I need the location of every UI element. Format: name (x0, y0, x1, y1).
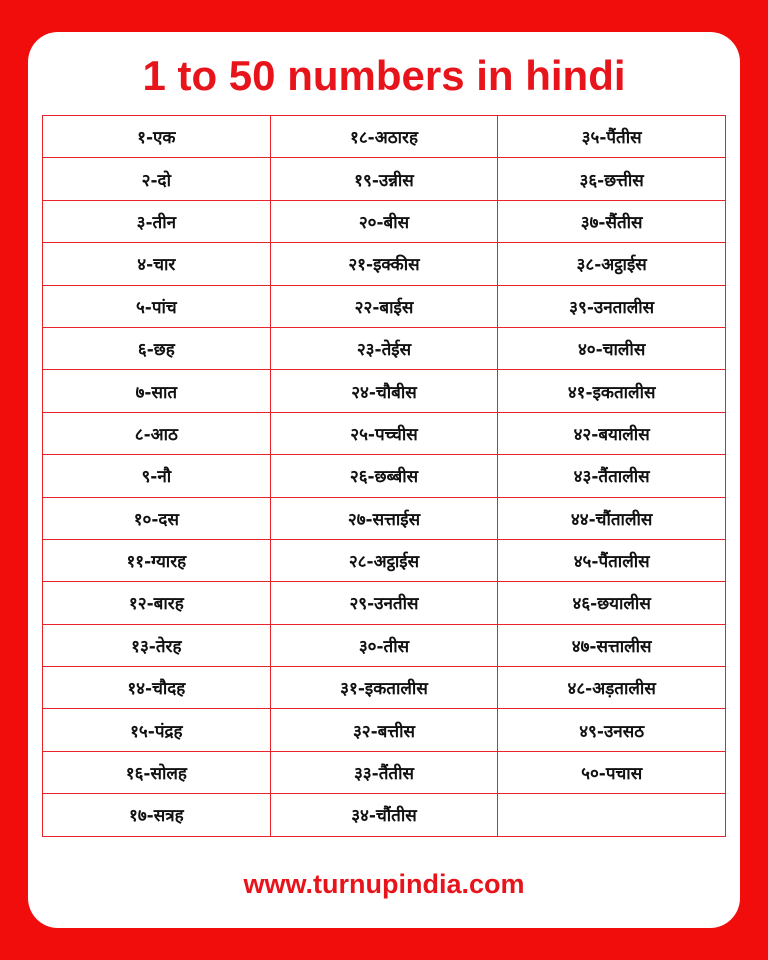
table-row (43, 497, 726, 539)
table-cell: १५-पंद्रह (43, 709, 271, 751)
table-row (43, 624, 726, 666)
table-cell: २२-बाईस (270, 285, 498, 327)
table-cell: २१-इक्कीस (270, 243, 498, 285)
table-cell: ४५-पैंतालीस (498, 539, 726, 581)
table-row (43, 243, 726, 285)
table-cell: ४६-छयालीस (498, 582, 726, 624)
table-row (43, 285, 726, 327)
table-cell: १०-दस (43, 497, 271, 539)
table-cell: ३४-चौंतीस (270, 794, 498, 836)
table-cell: ७-सात (43, 370, 271, 412)
table-cell: ४१-इकतालीस (498, 370, 726, 412)
table-row (43, 539, 726, 581)
table-row (43, 794, 726, 836)
table-cell: २-दो (43, 158, 271, 200)
table-cell: ४८-अड़तालीस (498, 667, 726, 709)
table-cell: ३२-बत्तीस (270, 709, 498, 751)
table-cell: ४०-चालीस (498, 327, 726, 369)
table-cell: १९-उन्नीस (270, 158, 498, 200)
table-cell: १६-सोलह (43, 751, 271, 793)
table-cell: ४-चार (43, 243, 271, 285)
table-cell: ६-छह (43, 327, 271, 369)
table-row (43, 370, 726, 412)
table-cell: २८-अट्ठाईस (270, 539, 498, 581)
table-cell (498, 794, 726, 836)
page-title: 1 to 50 numbers in hindi (142, 52, 626, 99)
table-cell: ४७-सत्तालीस (498, 624, 726, 666)
table-cell: ३५-पैंतीस (498, 116, 726, 158)
website-link[interactable]: www.turnupindia.com (243, 869, 525, 899)
table-row (43, 667, 726, 709)
table-cell: २९-उनतीस (270, 582, 498, 624)
table-cell: १८-अठारह (270, 116, 498, 158)
table-cell: १३-तेरह (43, 624, 271, 666)
table-cell: १७-सत्रह (43, 794, 271, 836)
table-cell: ५-पांच (43, 285, 271, 327)
table-cell: २०-बीस (270, 200, 498, 242)
table-cell: ३६-छत्तीस (498, 158, 726, 200)
table-cell: २३-तेईस (270, 327, 498, 369)
table-cell: ४९-उनसठ (498, 709, 726, 751)
table-row (43, 709, 726, 751)
table-cell: ३८-अट्ठाईस (498, 243, 726, 285)
table-cell: २४-चौबीस (270, 370, 498, 412)
table-cell: ३९-उनतालीस (498, 285, 726, 327)
table-cell: ३७-सैंतीस (498, 200, 726, 242)
table-cell: २७-सत्ताईस (270, 497, 498, 539)
table-cell: ११-ग्यारह (43, 539, 271, 581)
table-cell: ५०-पचास (498, 751, 726, 793)
table-cell: ३३-तैंतीस (270, 751, 498, 793)
table-cell: ४२-बयालीस (498, 412, 726, 454)
table-row (43, 412, 726, 454)
table-row (43, 327, 726, 369)
numbers-table (42, 115, 726, 837)
table-cell: ४४-चौंतालीस (498, 497, 726, 539)
table-cell: १४-चौदह (43, 667, 271, 709)
table-row (43, 200, 726, 242)
table-cell: ३०-तीस (270, 624, 498, 666)
table-cell: ४३-तैंतालीस (498, 455, 726, 497)
table-cell: ३१-इकतालीस (270, 667, 498, 709)
table-row (43, 116, 726, 158)
table-row (43, 455, 726, 497)
table-cell: ३-तीन (43, 200, 271, 242)
table-cell: २५-पच्चीस (270, 412, 498, 454)
table-row (43, 582, 726, 624)
table-cell: २६-छब्बीस (270, 455, 498, 497)
table-cell: १२-बारह (43, 582, 271, 624)
table-row (43, 751, 726, 793)
table-cell: ८-आठ (43, 412, 271, 454)
table-row (43, 158, 726, 200)
table-cell: १-एक (43, 116, 271, 158)
table-cell: ९-नौ (43, 455, 271, 497)
